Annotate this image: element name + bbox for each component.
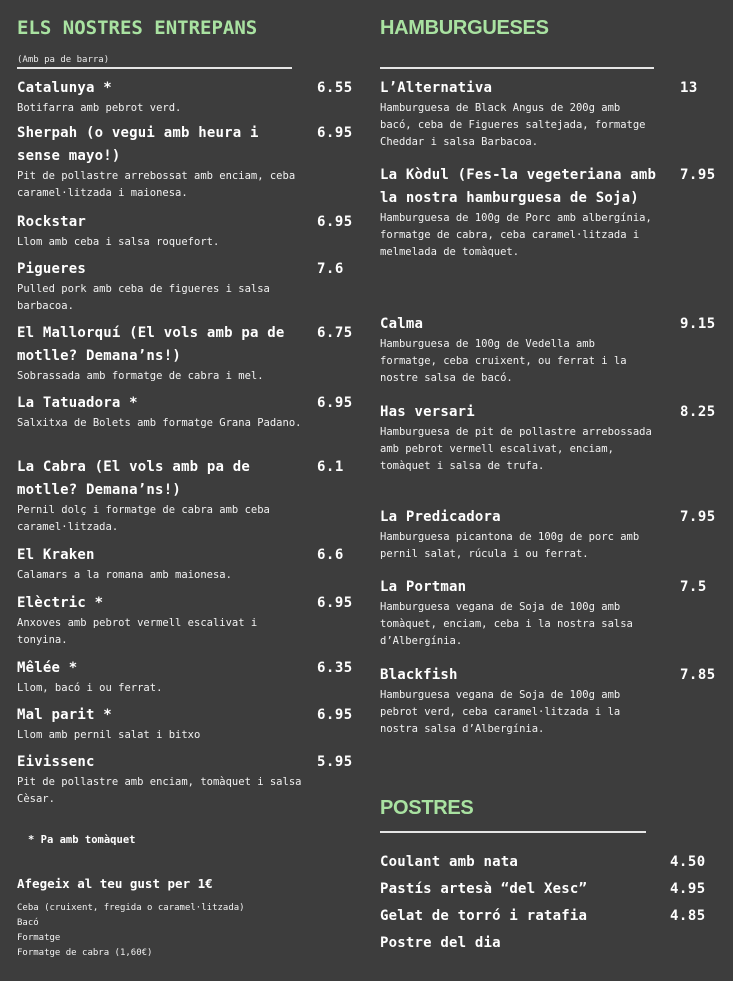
sandwiches-divider [17, 67, 292, 69]
menu-item-name: El Mallorquí (El vols amb pa de motlle? Demana’ns!) [17, 325, 285, 364]
extras-list [17, 901, 337, 961]
menu-item-description: Pernil dolç i formatge de cabra amb ceba caramel·litzada. [17, 504, 270, 533]
menu-item-header [17, 657, 357, 680]
sandwiches-title: ELS NOSTRES ENTREPANS [17, 17, 258, 39]
menu-item-description: Calamars a la romana amb maionesa. [17, 569, 232, 581]
menu-item-header [17, 122, 357, 168]
menu-item-price: 5.95 [317, 754, 353, 770]
menu-item [380, 506, 720, 563]
menu-item-name: Eivissenc [17, 754, 95, 770]
menu-item-price: 6.55 [317, 80, 353, 96]
menu-item-name: La Kòdul (Fes-la vegeteriana amb la nostra hamburguesa de Soja) [380, 167, 657, 206]
burgers-title: HAMBURGUESES [380, 17, 549, 39]
menu-item-header [380, 506, 720, 529]
menu-item [17, 77, 357, 117]
dessert-name: Pastís artesà “del Xesc” [380, 881, 588, 897]
menu-item-name: Mêlée * [17, 660, 78, 676]
menu-item-description: Botifarra amb pebrot verd. [17, 102, 182, 114]
menu-item [380, 313, 720, 387]
menu-item-header [17, 258, 357, 281]
menu-item-name: Mal parit * [17, 707, 112, 723]
dessert-price: 4.95 [670, 881, 706, 897]
bread-note: * Pa amb tomàquet [28, 834, 136, 846]
menu-item [17, 322, 357, 385]
desserts-title: POSTRES [380, 797, 474, 819]
sandwiches-subtitle: (Amb pa de barra) [17, 55, 110, 65]
dessert-name: Gelat de torró i ratafia [380, 908, 588, 924]
menu-item [17, 122, 357, 202]
menu-item-name: Rockstar [17, 214, 87, 230]
menu-item-description: Salxitxa de Bolets amb formatge Grana Padano. [17, 417, 302, 429]
menu-item-header [17, 211, 357, 234]
menu-item [17, 592, 357, 649]
menu-item-name: La Cabra (El vols amb pa de motlle? Demana’ns!) [17, 459, 250, 498]
menu-item-price: 6.95 [317, 214, 353, 230]
menu-item [17, 704, 357, 744]
menu-item [380, 77, 720, 151]
menu-item [17, 657, 357, 697]
menu-item-header [17, 544, 357, 567]
menu-item [380, 401, 720, 475]
menu-item-name: Calma [380, 316, 424, 332]
menu-item-description: Hamburguesa vegana de Soja de 100g amb tomàquet, enciam, ceba i la nostra salsa d’Albergínia. [380, 601, 633, 647]
menu-item [17, 211, 357, 251]
extra-option: Ceba (cruixent, fregida o caramel·litzada) [17, 903, 245, 913]
menu-item-name: El Kraken [17, 547, 95, 563]
menu-item-price: 7.5 [680, 579, 707, 595]
menu-item-description: Hamburguesa vegana de Soja de 100g amb pebrot verd, ceba caramel·litzada i la nostra salsa d’Albergínia. [380, 689, 621, 735]
menu-item-description: Llom, bacó i ou ferrat. [17, 682, 163, 694]
menu-item-header [380, 664, 720, 687]
menu-item-price: 6.95 [317, 707, 353, 723]
extra-option: Formatge [17, 933, 61, 943]
menu-item-price: 6.1 [317, 459, 344, 475]
menu-item-name: La Predicadora [380, 509, 501, 525]
dessert-item [380, 903, 710, 930]
menu-item-price: 8.25 [680, 404, 716, 420]
menu-item-description: Hamburguesa de Black Angus de 200g amb bacó, ceba de Figueres saltejada, formatge Cheddar i salsa Barbacoa. [380, 102, 646, 148]
menu-item-name: Blackfish [380, 667, 458, 683]
menu-item-description: Hamburguesa de 100g de Porc amb albergínia, formatge de cabra, ceba caramel·litzada i melmelada de tomàquet. [380, 212, 652, 258]
menu-item-header [17, 704, 357, 727]
dessert-name: Coulant amb nata [380, 854, 519, 870]
menu-item-description: Llom amb pernil salat i bitxo [17, 729, 201, 741]
menu-item-price: 6.95 [317, 595, 353, 611]
menu-item-description: Hamburguesa de pit de pollastre arrebossada amb pebrot vermell escalivat, enciam, tomàquet i salsa de trufa. [380, 426, 652, 472]
extras-title: Afegeix al teu gust per 1€ [17, 876, 213, 891]
dessert-price: 4.50 [670, 854, 706, 870]
menu-item-header [17, 592, 357, 615]
menu-item [17, 751, 357, 808]
menu-item-header [17, 392, 357, 415]
menu-item-header [380, 576, 720, 599]
desserts-list [380, 849, 710, 957]
menu-item-price: 7.85 [680, 667, 716, 683]
menu-item [17, 544, 357, 584]
dessert-name: Postre del dia [380, 935, 501, 951]
menu-item-header [17, 77, 357, 100]
menu-item-name: Pigueres [17, 261, 87, 277]
menu-item-description: Pit de pollastre arrebossat amb enciam, ceba caramel·litzada i maionesa. [17, 170, 296, 199]
menu-item-header [17, 322, 357, 368]
menu-item-description: Sobrassada amb formatge de cabra i mel. [17, 370, 264, 382]
menu-item [380, 164, 720, 261]
menu-item-description: Anxoves amb pebrot vermell escalivat i tonyina. [17, 617, 258, 646]
menu-item-header [380, 401, 720, 424]
menu-item-price: 7.6 [317, 261, 344, 277]
burgers-divider [380, 67, 654, 69]
desserts-divider [380, 831, 646, 833]
menu-item-name: Has versari [380, 404, 475, 420]
menu-item-price: 6.6 [317, 547, 344, 563]
dessert-price: 4.85 [670, 908, 706, 924]
dessert-item [380, 930, 710, 957]
extra-option: Formatge de cabra (1,60€) [17, 948, 153, 958]
menu-item-price: 6.95 [317, 125, 353, 141]
menu-item [17, 258, 357, 315]
menu-item-header [17, 456, 357, 502]
menu-item-description: Hamburguesa picantona de 100g de porc amb pernil salat, rúcula i ou ferrat. [380, 531, 640, 560]
menu-item [380, 576, 720, 650]
menu-item-description: Llom amb ceba i salsa roquefort. [17, 236, 220, 248]
menu-item-name: La Tatuadora * [17, 395, 138, 411]
menu-item-description: Pit de pollastre amb enciam, tomàquet i salsa Cèsar. [17, 776, 302, 805]
menu-item-name: L’Alternativa [380, 80, 493, 96]
menu-item-description: Pulled pork amb ceba de figueres i salsa barbacoa. [17, 283, 270, 312]
menu-item-name: Catalunya * [17, 80, 112, 96]
menu-item-name: La Portman [380, 579, 467, 595]
menu-item [380, 664, 720, 738]
dessert-price [670, 930, 710, 957]
menu-item-header [17, 751, 357, 774]
menu-item-header [380, 313, 720, 336]
menu-item-price: 6.35 [317, 660, 353, 676]
menu-item-price: 7.95 [680, 509, 716, 525]
menu-item [17, 392, 357, 432]
menu-item-name: Elèctric * [17, 595, 104, 611]
menu-item-header [380, 164, 720, 210]
menu-item [17, 456, 357, 536]
menu-item-price: 7.95 [680, 167, 716, 183]
extra-option: Bacó [17, 918, 39, 928]
menu-item-description: Hamburguesa de 100g de Vedella amb formatge, ceba cruixent, ou ferrat i la nostre salsa de bacó. [380, 338, 627, 384]
menu-item-price: 13 [680, 80, 698, 96]
menu-item-price: 9.15 [680, 316, 716, 332]
menu-item-price: 6.95 [317, 395, 353, 411]
dessert-item [380, 876, 710, 903]
menu-item-header [380, 77, 720, 100]
dessert-item [380, 849, 710, 876]
menu-item-name: Sherpah (o vegui amb heura i sense mayo!) [17, 125, 259, 164]
menu-item-price: 6.75 [317, 325, 353, 341]
